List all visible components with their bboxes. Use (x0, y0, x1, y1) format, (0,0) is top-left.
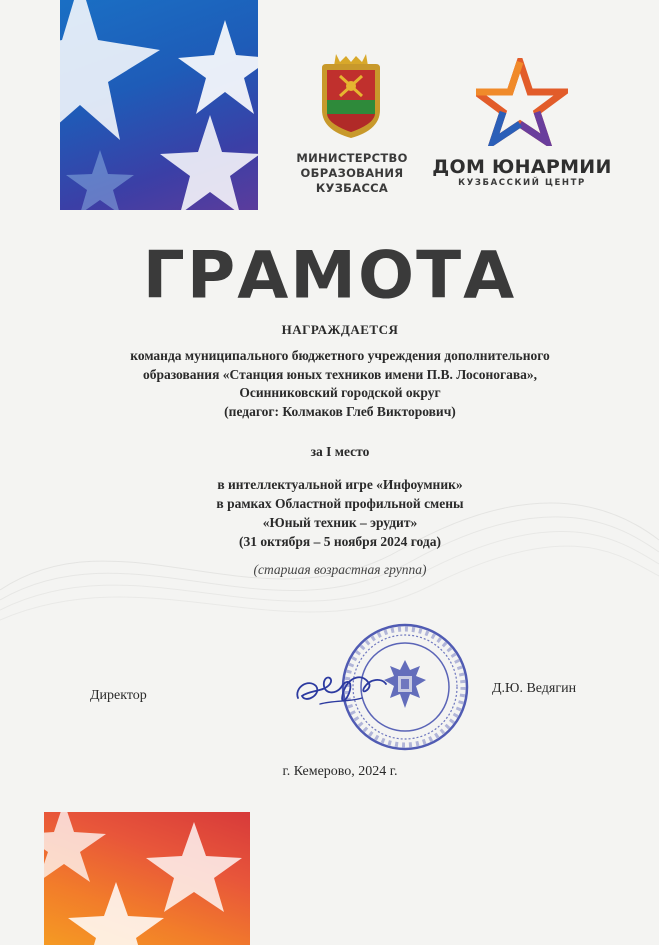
director-name: Д.Ю. Ведягин (492, 681, 577, 696)
director-label: Директор (90, 688, 147, 703)
ministry-line-1: МИНИСТЕРСТВО (296, 151, 408, 165)
place-date: г. Кемерово, 2024 г. (282, 764, 398, 779)
ministry-line-3: КУЗБАССА (315, 181, 389, 195)
blue-corner-block (60, 0, 258, 210)
age-group-text: (старшая возрастная группа) (253, 562, 427, 577)
recipient-text (60, 347, 620, 421)
awarded-heading: НАГРАЖДАЕТСЯ (281, 322, 399, 337)
recipient-line: Осинниковский городской округ (239, 385, 441, 400)
event-line: в рамках Областной профильной смены (216, 496, 464, 511)
orange-star-pattern-icon (44, 812, 250, 945)
recipient-line: команда муниципального бюджетного учреждения дополнительного (130, 348, 550, 363)
event-line: в интеллектуальной игре «Инфоумник» (217, 477, 463, 492)
event-line: (31 октября – 5 ноября 2024 года) (239, 534, 441, 549)
place-text: за I место (310, 444, 370, 459)
recipient-line: образования «Станция юных техников имени П.В. Лосоногава», (142, 366, 538, 382)
director-signature (290, 660, 390, 720)
yunarmy-title: ДОМ ЮНАРМИИ (432, 156, 612, 178)
blue-star-pattern-icon (60, 0, 258, 210)
kuzbass-coat-of-arms-icon (318, 50, 384, 140)
document-title: ГРАМОТА (142, 237, 517, 314)
event-line: «Юный техник – эрудит» (262, 515, 418, 530)
ministry-line-2: ОБРАЗОВАНИЯ (300, 166, 404, 180)
orange-corner-block (44, 812, 250, 945)
yunarmy-subtitle: КУЗБАССКИЙ ЦЕНТР (458, 178, 586, 188)
yunarmy-star-logo-icon (476, 58, 568, 146)
recipient-line: (педагог: Колмаков Глеб Викторович) (224, 403, 456, 419)
event-text (60, 475, 620, 551)
ministry-name (286, 151, 418, 196)
